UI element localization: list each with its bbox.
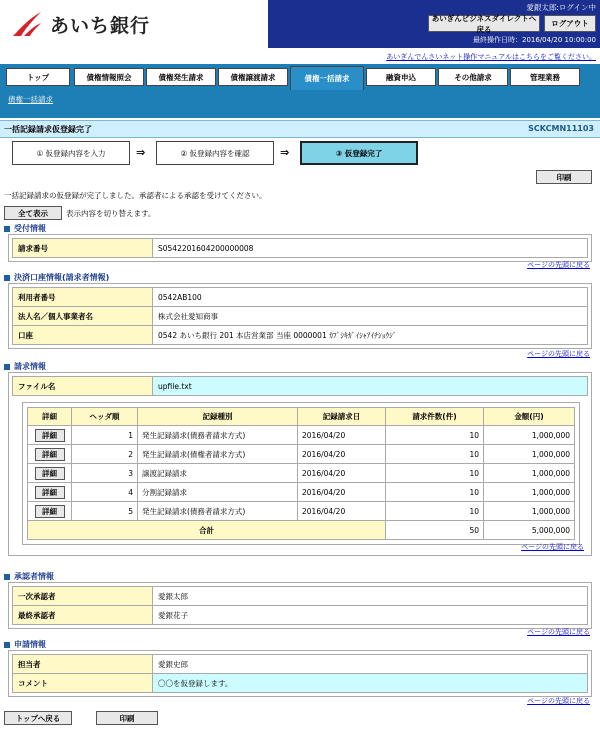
record-type: 分割記録請求 (138, 483, 298, 502)
manual-link[interactable]: あいぎんでんさいネット操作マニュアルはこちらをご覧ください。 (386, 53, 596, 61)
corporate-name-label: 法人名／個人事業者名 (13, 307, 153, 326)
step-complete: ③ 仮登録完了 (300, 141, 418, 165)
amount: 1,000,000 (484, 502, 575, 521)
settlement-box (8, 283, 592, 349)
request-count: 10 (386, 426, 484, 445)
amount: 1,000,000 (484, 483, 575, 502)
comment-value: 〇〇を仮登録します。 (153, 674, 588, 693)
person-in-charge-value: 愛銀史郎 (153, 655, 588, 674)
first-approver-value: 愛銀太郎 (153, 587, 588, 606)
request-detail-table (27, 407, 575, 540)
record-type: 譲渡記録請求 (138, 464, 298, 483)
column-header: 金額(円) (484, 408, 575, 426)
person-in-charge-label: 担当者 (13, 655, 153, 674)
detail-button[interactable]: 詳細 (35, 429, 65, 442)
user-number-label: 利用者番号 (13, 288, 153, 307)
header (0, 0, 600, 48)
reception-box (8, 234, 592, 262)
page-top-link[interactable]: ページの先頭に戻る (527, 697, 590, 705)
request-count: 10 (386, 483, 484, 502)
column-header: 記録種別 (138, 408, 298, 426)
request-count: 10 (386, 464, 484, 483)
section-reception-heading: 受付情報 (4, 223, 46, 234)
detail-button[interactable]: 詳細 (35, 467, 65, 480)
table-row (28, 426, 575, 445)
bank-logo-icon (10, 9, 44, 39)
tab-transfer-request[interactable]: 債権譲渡請求 (218, 68, 288, 86)
page-top-link[interactable]: ページの先頭に戻る (527, 350, 590, 358)
table-row (28, 445, 575, 464)
square-bullet-icon (4, 642, 10, 648)
total-row (28, 521, 575, 540)
tab-loan-application[interactable]: 融資申込 (366, 68, 436, 86)
file-name-value: upfile.txt (153, 377, 588, 396)
tab-bulk-request[interactable]: 債権一括請求 (290, 66, 364, 90)
sub-nav (0, 90, 600, 118)
section-approver-heading: 承認者情報 (4, 571, 54, 582)
amount: 1,000,000 (484, 464, 575, 483)
table-row (28, 464, 575, 483)
step-arrow-icon: ⇒ (280, 146, 290, 159)
request-detail-table-box (22, 402, 580, 545)
header-order: 5 (72, 502, 138, 521)
table-row (28, 502, 575, 521)
record-type: 発生記録請求(債務者請求方式) (138, 502, 298, 521)
bottom-print-button[interactable]: 印刷 (96, 711, 158, 725)
request-date: 2016/04/20 (298, 464, 386, 483)
account-label: 口座 (13, 326, 153, 345)
tab-admin[interactable]: 管理業務 (510, 68, 580, 86)
square-bullet-icon (4, 275, 10, 281)
bank-logo (10, 6, 210, 42)
screen-id: SCKCMN11103 (528, 124, 594, 133)
step-input: ① 仮登録内容を入力 (12, 141, 130, 165)
request-number-label: 請求番号 (13, 239, 153, 258)
tab-issue-request[interactable]: 債権発生請求 (146, 68, 216, 86)
step-arrow-icon: ⇒ (136, 146, 146, 159)
header-order: 4 (72, 483, 138, 502)
bank-name: あいち銀行 (50, 14, 151, 37)
print-button[interactable]: 印刷 (536, 170, 592, 184)
detail-button[interactable]: 詳細 (35, 448, 65, 461)
page-title: 一括記録請求仮登録完了 (4, 125, 92, 134)
column-header: ヘッダ順 (72, 408, 138, 426)
tab-other-request[interactable]: その他請求 (438, 68, 508, 86)
section-settlement-heading: 決済口座情報(請求者情報) (4, 272, 109, 283)
corporate-name-value: 株式会社愛知商事 (153, 307, 588, 326)
request-number-value: S0542201604200000008 (153, 239, 588, 258)
back-to-top-button[interactable]: トップへ戻る (4, 711, 72, 725)
page-top-link[interactable]: ページの先頭に戻る (527, 628, 590, 636)
record-type: 発生記録請求(債権者請求方式) (138, 445, 298, 464)
record-type: 発生記録請求(債務者請求方式) (138, 426, 298, 445)
page-top-link[interactable]: ページの先頭に戻る (521, 543, 584, 551)
account-value: 0542 あいち銀行 201 本店営業部 当座 0000001 ｶﾌﾞｼｷｶﾞｲｼｬｱｲﾁｼｮｳｼﾞ (153, 326, 588, 345)
header-order: 3 (72, 464, 138, 483)
request-date: 2016/04/20 (298, 502, 386, 521)
completion-message: 一括記録請求の仮登録が完了しました。承認者による承認を受けてください。 (4, 191, 267, 200)
detail-button[interactable]: 詳細 (35, 486, 65, 499)
final-approver-label: 最終承認者 (13, 606, 153, 625)
total-label: 合計 (28, 521, 386, 540)
header-order: 2 (72, 445, 138, 464)
step-confirm: ② 仮登録内容を確認 (156, 141, 274, 165)
user-number-value: 0542AB100 (153, 288, 588, 307)
file-name-label: ファイル名 (13, 377, 153, 396)
column-header: 詳細 (28, 408, 72, 426)
tab-claim-inquiry[interactable]: 債権情報照会 (74, 68, 144, 86)
total-amount: 5,000,000 (484, 521, 575, 540)
table-header-row (28, 408, 575, 426)
first-approver-label: 一次承認者 (13, 587, 153, 606)
page-title-bar (0, 120, 600, 138)
square-bullet-icon (4, 364, 10, 370)
section-application-heading: 申請情報 (4, 639, 46, 650)
tab-top[interactable]: トップ (6, 68, 70, 86)
comment-label: コメント (13, 674, 153, 693)
section-request-heading: 請求情報 (4, 361, 46, 372)
user-status: 愛銀太郎:ログイン中 (526, 3, 596, 12)
request-date: 2016/04/20 (298, 483, 386, 502)
request-date: 2016/04/20 (298, 445, 386, 464)
application-box (8, 650, 592, 697)
breadcrumb[interactable]: 債権一括請求 (8, 95, 53, 104)
column-header: 記録請求日 (298, 408, 386, 426)
amount: 1,000,000 (484, 426, 575, 445)
show-all-button[interactable]: 全て表示 (4, 206, 62, 220)
page-top-link[interactable]: ページの先頭に戻る (527, 261, 590, 269)
final-approver-value: 愛銀花子 (153, 606, 588, 625)
column-header: 請求件数(件) (386, 408, 484, 426)
user-panel (268, 0, 600, 48)
logout-button[interactable]: ログアウト (544, 15, 596, 32)
last-operation-time: 最終操作日時：2016/04/20 10:00:00 (472, 36, 596, 44)
main-tab-bar (0, 64, 600, 90)
approver-box (8, 582, 592, 629)
back-to-direct-button[interactable]: あいぎんビジネスダイレクトへ戻る (428, 15, 540, 32)
request-count: 10 (386, 502, 484, 521)
table-row (28, 483, 575, 502)
square-bullet-icon (4, 574, 10, 580)
total-count: 50 (386, 521, 484, 540)
square-bullet-icon (4, 226, 10, 232)
detail-button[interactable]: 詳細 (35, 505, 65, 518)
show-all-note: 表示内容を切り替えます。 (66, 209, 156, 218)
request-date: 2016/04/20 (298, 426, 386, 445)
amount: 1,000,000 (484, 445, 575, 464)
header-order: 1 (72, 426, 138, 445)
request-count: 10 (386, 445, 484, 464)
